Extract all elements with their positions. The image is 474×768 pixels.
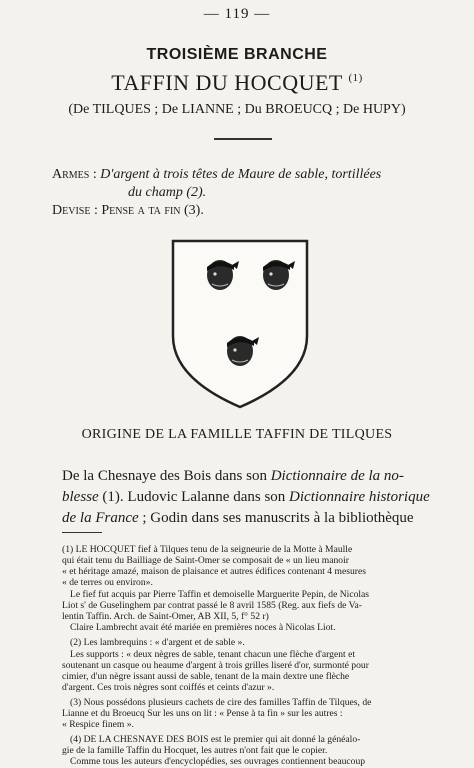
motto-line	[52, 202, 204, 220]
footnote-line: lentin Taffin. Arch. de Saint-Omer, AB XII, 5, f° 52 r)	[62, 611, 269, 622]
arms-blazon: D'argent à trois têtes de Maure de sable, tortillées	[100, 167, 382, 182]
footnote-line: Le fief fut acquis par Pierre Taffin et demoiselle Marguerite Pepin, de Nicolas	[70, 589, 370, 600]
footnote-line: (4) DE LA CHESNAYE DES BOIS est le premier qui ait donné la généalo-	[70, 734, 361, 745]
section-title: ORIGINE DE LA FAMILLE TAFFIN DE TILQUES	[81, 427, 393, 442]
body-line-2	[62, 487, 438, 508]
footnote-line: « Respice finem ».	[62, 719, 134, 730]
coat-of-arms-icon	[170, 238, 310, 410]
body-line-1	[62, 466, 438, 487]
body-line-3	[62, 508, 438, 529]
footnote-line: soutenant un casque ou heaume d'argent à trois grilles liseré d'or, surmonté pour	[62, 660, 369, 671]
footnote-line: Lianne et du Broeucq Sur les uns on lit : « Pense à ta fin » sur les autres :	[62, 708, 343, 719]
footnote-line: Liot s' de Guselinghem par contrat passé le 8 avril 1585 (Reg. aux fiefs de Va-	[62, 600, 362, 611]
body-italic: Dictionnaire historique	[289, 489, 430, 505]
family-aliases: (De TILQUES ; De LIANNE ; Du BROEUCQ ; De HUPY)	[68, 102, 406, 117]
footnote-line: Les supports : « deux nègres de sable, tenant chacun une flèche d'argent et	[70, 649, 355, 660]
body-text: De la Chesnaye des Bois dans son	[62, 468, 271, 484]
body-italic: blesse	[62, 489, 99, 505]
footnote-line: (3) Nous possédons plusieurs cachets de cire des familles Taffin de Tilques, de	[70, 697, 372, 708]
body-italic: de la France	[62, 510, 139, 526]
family-name: TAFFIN DU HOCQUET	[111, 70, 343, 95]
footnote-line: gie de la famille Taffin du Hocquet, les autres n'ont fait que le copier.	[62, 745, 328, 756]
family-name-heading	[0, 70, 474, 96]
body-text: (1). Ludovic Lalanne dans son	[98, 489, 290, 505]
footnote-line: « de terres ou environ».	[62, 577, 153, 588]
footnote-line: cimier, d'un nègre issant aussi de sable, tenant de la main dextre une flèche	[62, 671, 350, 682]
footnote-line: (2) Les lambrequins : « d'argent et de sable ».	[70, 637, 245, 648]
footnote-line: « et héritage amazé, maison de plaisance et autres édifices contenant 4 mesures	[62, 566, 366, 577]
family-note-ref: (1)	[348, 72, 363, 84]
arms-line-1	[52, 166, 381, 184]
footnote-line: qui était tenu du Bailliage de Saint-Omer se composait de « un lieu manoir	[62, 555, 349, 566]
footnote-line: Comme tous les auteurs d'encyclopédies, ses ouvrages contiennent beaucoup	[70, 756, 366, 767]
footnote-divider	[62, 532, 102, 533]
arms-line-2	[128, 184, 206, 202]
footnote-line: Claire Lambrecht avait été mariée en premières noces à Nicolas Liot.	[70, 622, 336, 633]
arms-label: Armes :	[52, 167, 97, 182]
arms-blazon-cont: du champ (2).	[128, 185, 207, 200]
motto-label: Devise :	[52, 203, 98, 218]
body-italic: Dictionnaire de la no-	[270, 468, 404, 484]
footnote-line: d'argent. Ces trois nègres sont coiffés et ceints d'azur ».	[62, 682, 275, 693]
branch-title: TROISIÈME BRANCHE	[146, 46, 328, 63]
motto-text: Pense a ta fin (3).	[101, 203, 204, 218]
page-number: — 119 —	[203, 6, 271, 22]
title-divider	[214, 138, 272, 140]
footnote-line: (1) LE HOCQUET fief à Tilques tenu de la seigneurie de la Motte à Maulle	[62, 544, 353, 555]
body-text: ; Godin dans ses manuscrits à la bibliothèque	[138, 510, 414, 526]
